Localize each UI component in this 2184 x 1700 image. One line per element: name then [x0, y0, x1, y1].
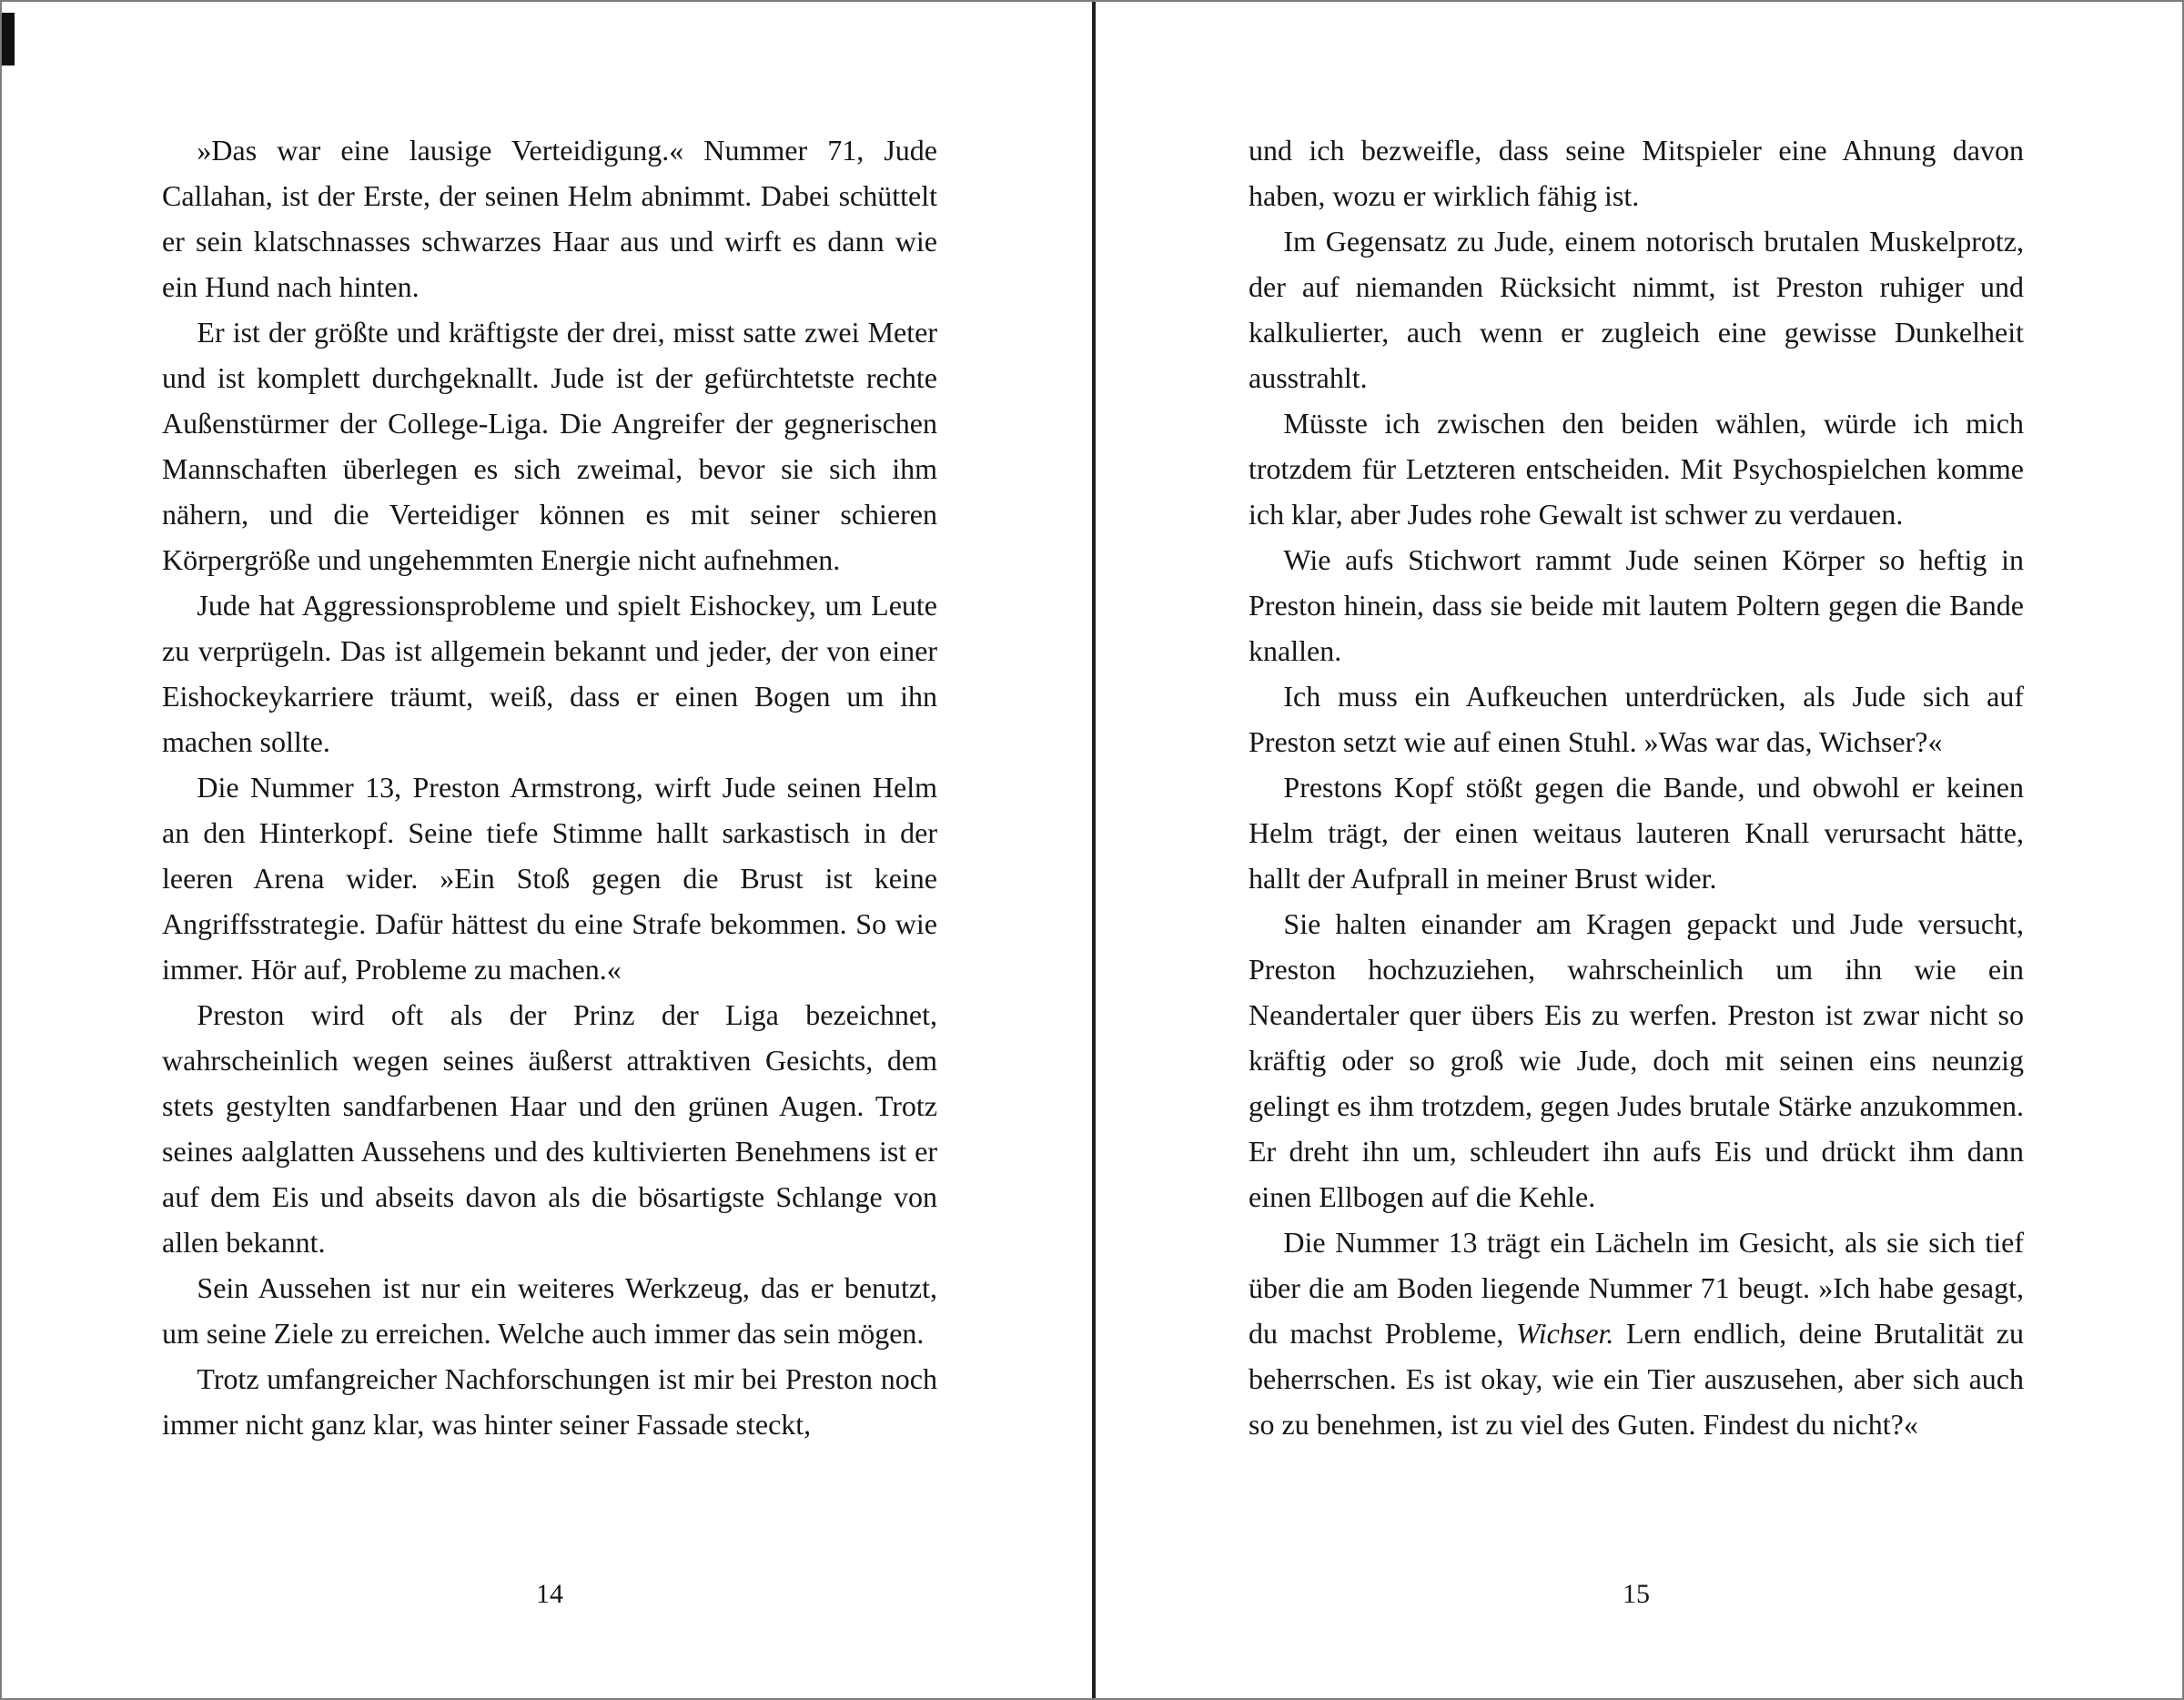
paragraph — [1249, 764, 2024, 901]
paragraph — [162, 582, 937, 764]
body-text: Jude hat Aggressionsprobleme und spielt Eishockey, um Leute zu verprügeln. Das ist allgemein bekannt und jeder, der von einer Eishockeykarriere träumt, weiß, dass er einen Bogen um ihn machen sollte. — [162, 589, 937, 758]
body-text: Wie aufs Stichwort rammt Jude seinen Körper so heftig in Preston hinein, dass sie beide mit lautem Poltern gegen die Bande knallen. — [1249, 543, 2024, 667]
page-left — [2, 2, 1094, 1698]
paragraph — [162, 1265, 937, 1356]
body-text: Trotz umfangreicher Nachforschungen ist mir bei Preston noch immer nicht ganz klar, was hinter seiner Fassade steckt, — [162, 1362, 937, 1441]
body-text: Er ist der größte und kräftigste der drei, misst satte zwei Meter und ist komplett durchgeknallt. Jude ist der gefürchtetste rechte Außenstürmer der College-Liga. Die Angreifer der gegnerischen Mannschaften überlegen es sich zweimal, bevor sie sich ihm nähern, und die Verteidiger können es mit seiner schieren Körpergröße und ungehemmten Energie nicht aufnehmen. — [162, 316, 937, 576]
paragraph — [1249, 127, 2024, 218]
paragraph — [162, 992, 937, 1265]
body-text: Lern endlich, deine Brutalität zu beherrschen. Es ist okay, wie ein Tier auszusehen, aber sich auch so zu benehmen, ist zu viel des Guten. Findest du nicht?« — [1249, 1317, 2025, 1441]
emphasized-text: Wichser. — [1515, 1317, 1614, 1350]
body-text: »Das war eine lausige Verteidigung.« Nummer 71, Jude Callahan, ist der Erste, der seinen Helm abnimmt. Dabei schüttelt er sein klatschnasses schwarzes Haar aus und wirft es dann wie ein Hund nach hinten. — [162, 134, 937, 303]
paragraph — [1249, 218, 2024, 400]
body-text: Ich muss ein Aufkeuchen unterdrücken, als Jude sich auf Preston setzt wie auf einen Stuhl. »Was war das, Wichser?« — [1249, 680, 2024, 758]
paragraph — [1249, 1219, 2024, 1447]
body-text: Preston wird oft als der Prinz der Liga bezeichnet, wahrscheinlich wegen seines äußerst attraktiven Gesichts, dem stets gestylten sandfarbenen Haar und den grünen Augen. Trotz seines aalglatten Aussehens und des kultivierten Benehmens ist er auf dem Eis und abseits davon als die bösartigste Schlange von allen bekannt. — [162, 998, 937, 1259]
paragraph — [1249, 673, 2024, 764]
body-text: Sein Aussehen ist nur ein weiteres Werkzeug, das er benutzt, um seine Ziele zu erreichen. Welche auch immer das sein mögen. — [162, 1271, 937, 1350]
right-page-text — [1249, 127, 2024, 1447]
paragraph — [162, 309, 937, 582]
page-right — [1094, 2, 2184, 1698]
paragraph — [162, 764, 937, 992]
body-text: und ich bezweifle, dass seine Mitspieler eine Ahnung davon haben, wozu er wirklich fähig ist. — [1249, 134, 2024, 212]
body-text: Prestons Kopf stößt gegen die Bande, und obwohl er keinen Helm trägt, der einen weitaus lauteren Knall verursacht hätte, hallt der Aufprall in meiner Brust wider. — [1249, 771, 2024, 895]
body-text: Im Gegensatz zu Jude, einem notorisch brutalen Muskelprotz, der auf niemanden Rücksicht nimmt, ist Preston ruhiger und kalkulierter, auch wenn er zugleich eine gewisse Dunkelheit ausstrahlt. — [1249, 225, 2024, 394]
left-page-number: 14 — [536, 1579, 563, 1609]
paragraph — [1249, 537, 2024, 673]
body-text: Sie halten einander am Kragen gepackt und Jude versucht, Preston hochzuziehen, wahrscheinlich um ihn wie ein Neandertaler quer übers Eis zu werfen. Preston ist zwar nicht so kräftig oder so groß wie Jude, doch mit seinen eins neunzig gelingt es ihm trotzdem, gegen Judes brutale Stärke anzukommen. Er dreht ihn um, schleudert ihn aufs Eis und drückt ihm dann einen Ellbogen auf die Kehle. — [1249, 907, 2024, 1213]
body-text: Die Nummer 13, Preston Armstrong, wirft Jude seinen Helm an den Hinterkopf. Seine tiefe Stimme hallt sarkastisch in der leeren Arena wider. »Ein Stoß gegen die Brust ist keine Angriffsstrategie. Dafür hättest du eine Strafe bekommen. So wie immer. Hör auf, Probleme zu machen.« — [162, 771, 937, 986]
paragraph — [162, 1356, 937, 1447]
left-page-text — [162, 127, 937, 1447]
right-page-number: 15 — [1623, 1579, 1650, 1609]
paragraph — [162, 127, 937, 309]
body-text: Müsste ich zwischen den beiden wählen, würde ich mich trotzdem für Letzteren entscheiden. Mit Psychospielchen komme ich klar, aber Judes rohe Gewalt ist schwer zu verdauen. — [1249, 407, 2024, 531]
body-text: Die Nummer 13 trägt ein Lächeln im Gesicht, als sie sich tief über die am Boden liegende Nummer 71 beugt. »Ich habe gesagt, du machst Probleme, — [1249, 1226, 2024, 1350]
paragraph — [1249, 901, 2024, 1219]
paragraph — [1249, 400, 2024, 537]
